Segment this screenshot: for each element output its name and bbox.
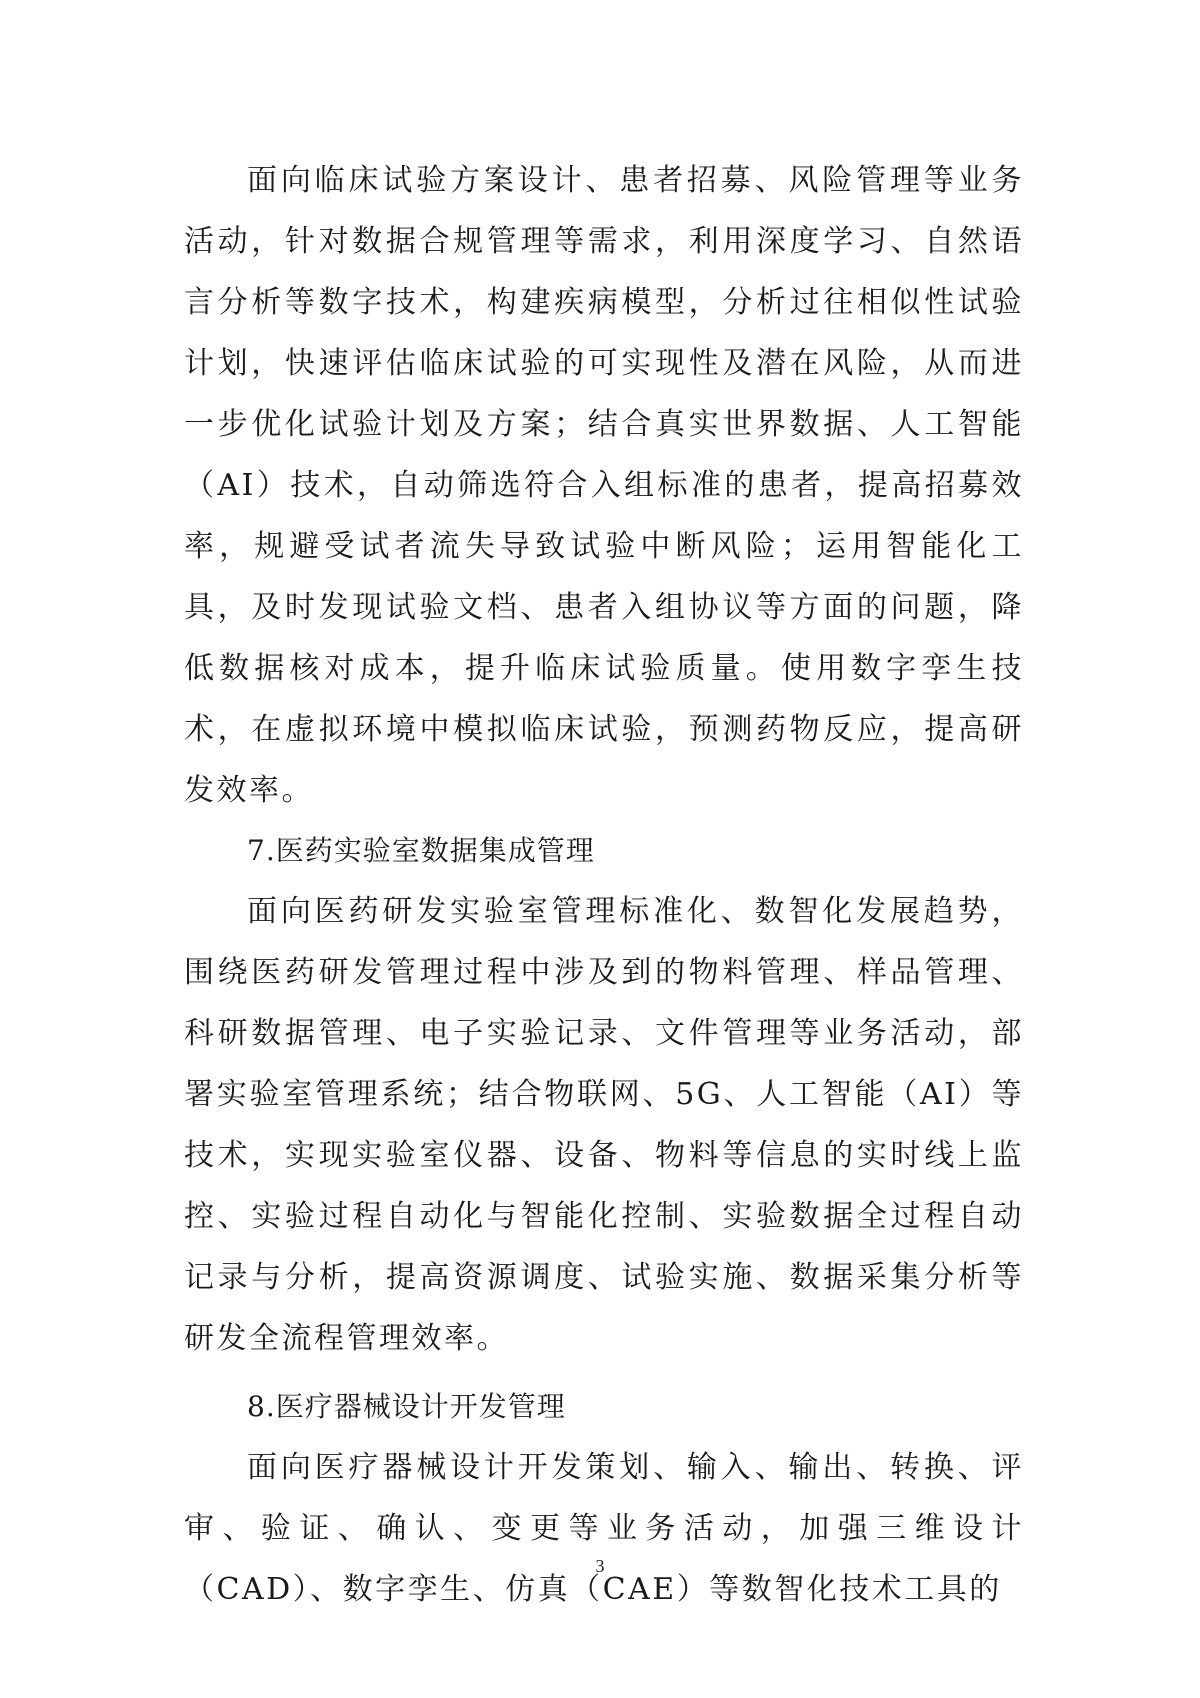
section-7-heading: 7.医药实验室数据集成管理 [247,834,595,867]
section-8-heading: 8.医疗器械设计开发管理 [247,1390,566,1423]
intro-paragraph: 面向临床试验方案设计、患者招募、风险管理等业务活动，针对数据合规管理等需求，利用深度学习、自然语言分析等数字技术，构建疾病模型，分析过往相似性试验计划，快速评估临床试验的可实现性及潜在风险，从而进一步优化试验计划及方案；结合真实世界数据、人工智能（AI）技术，自动筛选符合入组标准的患者，提高招募效率，规避受试者流失导致试验中断风险；运用智能化工具，及时发现试验文档、患者入组协议等方面的问题，降低数据核对成本，提升临床试验质量。使用数字孪生技术，在虚拟环境中模拟临床试验，预测药物反应，提高研发效率。 [184,163,1024,808]
document-page [184,150,1024,1620]
section-8-paragraph: 面向医疗器械设计开发策划、输入、输出、转换、评审、验证、确认、变更等业务活动，加强三维设计（CAD）、数字孪生、仿真（CAE）等数智化技术工具的 [184,1450,1024,1607]
page-number: 3 [595,1556,605,1576]
section-7-paragraph: 面向医药研发实验室管理标准化、数智化发展趋势，围绕医药研发管理过程中涉及到的物料管理、样品管理、科研数据管理、电子实验记录、文件管理等业务活动，部署实验室管理系统；结合物联网、5G、人工智能（AI）等技术，实现实验室仪器、设备、物料等信息的实时线上监控、实验过程自动化与智能化控制、实验数据全过程自动记录与分析，提高资源调度、试验实施、数据采集分析等研发全流程管理效率。 [184,894,1024,1356]
